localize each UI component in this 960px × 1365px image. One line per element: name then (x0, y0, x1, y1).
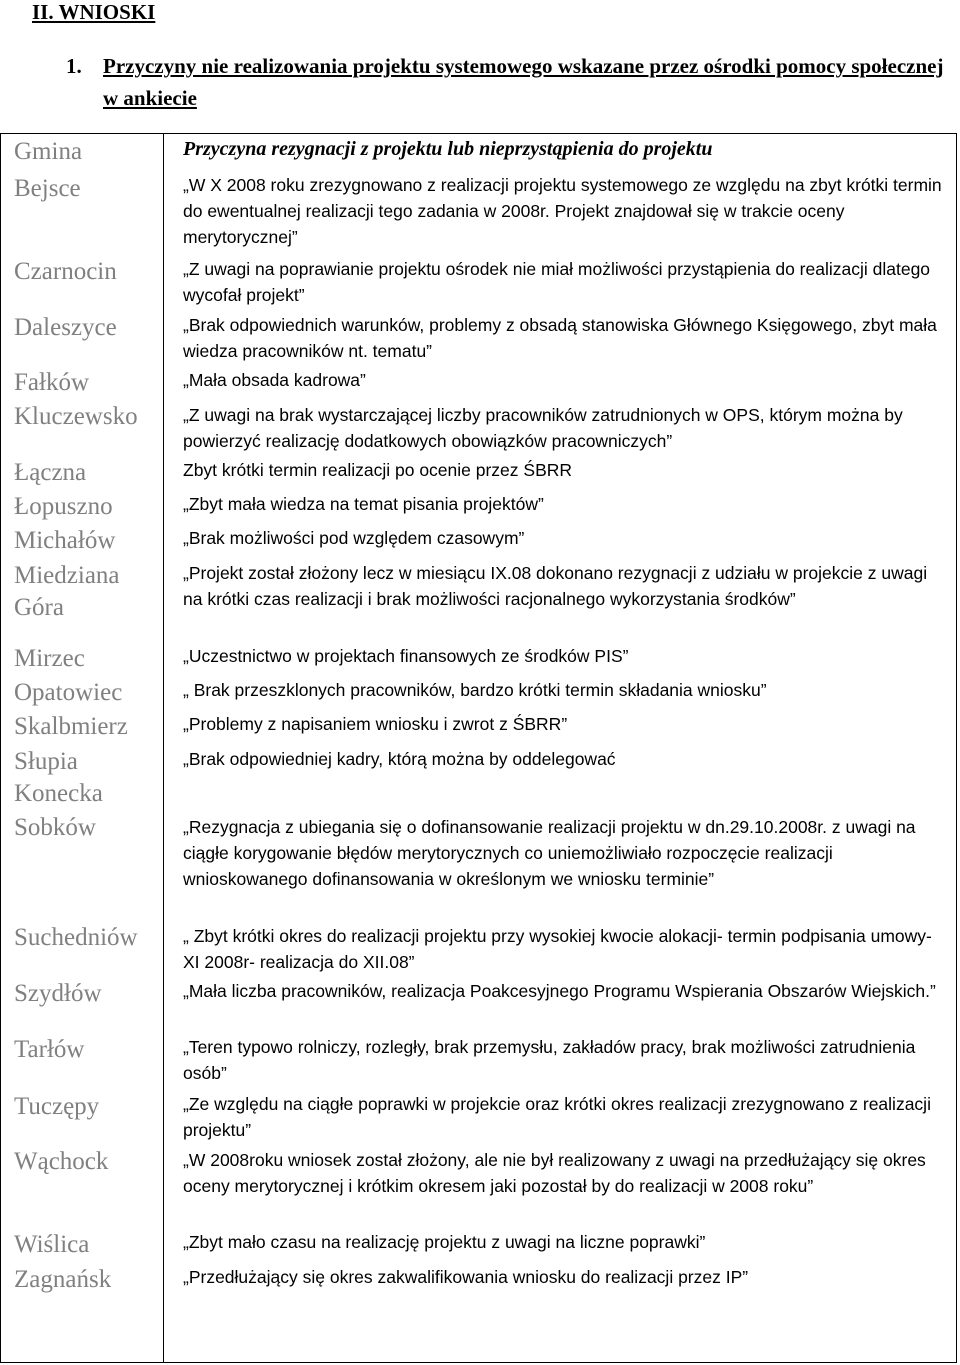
gmina-cell: Opatowiec (14, 679, 123, 706)
reason-cell: „Teren typowo rolniczy, rozległy, brak przemysłu, zakładów pracy, brak możliwości zatrudnienia osób” (183, 1037, 916, 1083)
reason-cell: „W X 2008 roku zrezygnowano z realizacji projektu systemowego ze względu na zbyt krótki termin do ewentualnej realizacji tego zadania w 2008r. Projekt znajdował się w trakcie oceny merytorycznej” (183, 175, 942, 247)
column-divider (163, 134, 164, 1362)
section-heading: II. WNIOSKI (32, 0, 156, 24)
reason-cell: „Zbyt mało czasu na realizację projektu z uwagi na liczne poprawki” (183, 1232, 706, 1252)
reason-cell: „Brak odpowiedniej kadry, którą można by oddelegować (183, 749, 616, 769)
reason-cell: „Z uwagi na brak wystarczającej liczby pracowników zatrudnionych w OPS, którym można by powierzyć realizację dodatkowych obowiązków pracowniczych” (183, 405, 903, 451)
reason-cell: „Ze względu na ciągłe poprawki w projekcie oraz krótki okres realizacji zrezygnowano z realizacji projektu” (183, 1094, 931, 1140)
gmina-cell: Wiślica (14, 1231, 90, 1258)
reason-cell: „W 2008roku wniosek został złożony, ale nie był realizowany z uwagi na przedłużający się okres oceny merytorycznej i krótkim okresem jaki pozostał by do realizacji w 2008 roku” (183, 1150, 926, 1196)
reason-cell: „Z uwagi na poprawianie projektu ośrodek nie miał możliwości przystąpienia do realizacji dlatego wycofał projekt” (183, 259, 931, 305)
reason-cell: Zbyt krótki termin realizacji po ocenie przez ŚBRR (183, 460, 573, 480)
reason-cell: „Problemy z napisaniem wniosku i zwrot z ŚBRR” (183, 714, 568, 734)
gmina-cell: Łopuszno (14, 493, 113, 520)
gmina-cell: Tuczępy (14, 1093, 100, 1120)
reasons-table (0, 133, 957, 1363)
gmina-cell: Szydłów (14, 980, 102, 1007)
gmina-cell: Słupia Konecka (14, 748, 103, 807)
header-gmina: Gmina (14, 138, 83, 165)
subsection-heading (66, 50, 956, 114)
header-reason: Przyczyna rezygnacji z projektu lub nieprzystąpienia do projektu (183, 138, 713, 160)
reason-cell: „Brak odpowiednich warunków, problemy z obsadą stanowiska Głównego Księgowego, zbyt mała wiedza pracowników nt. tematu” (183, 315, 937, 361)
gmina-cell: Michałów (14, 527, 116, 554)
reason-cell: „Mała liczba pracowników, realizacja Poakcesyjnego Programu Wspierania Obszarów Wiejskich.” (183, 981, 936, 1001)
reason-cell: „Uczestnictwo w projektach finansowych ze środków PIS” (183, 646, 629, 666)
gmina-cell: Kluczewsko (14, 403, 138, 430)
gmina-cell: Tarłów (14, 1036, 85, 1063)
subsection-number: 1. (66, 54, 82, 78)
gmina-cell: Zagnańsk (14, 1266, 112, 1293)
reason-cell: „Przedłużający się okres zakwalifikowania wniosku do realizacji przez IP” (183, 1267, 749, 1287)
gmina-cell: Suchedniów (14, 924, 138, 951)
gmina-cell: Daleszyce (14, 314, 117, 341)
gmina-cell: Bejsce (14, 175, 81, 202)
gmina-cell: Mirzec (14, 645, 85, 672)
subsection-title: Przyczyny nie realizowania projektu systemowego wskazane przez ośrodki pomocy społecznej w ankiecie (103, 54, 944, 110)
reason-cell: „ Zbyt krótki okres do realizacji projektu przy wysokiej kwocie alokacji- termin podpisania umowy- XI 2008r- realizacja do XII.08” (183, 926, 932, 972)
gmina-cell: Sobków (14, 814, 96, 841)
gmina-cell: Fałków (14, 369, 89, 396)
reason-cell: „Rezygnacja z ubiegania się o dofinansowanie realizacji projektu w dn.29.10.2008r. z uwagi na ciągłe korygowanie błędów merytorycznych co uniemożliwiało rozpoczęcie realizacji wnioskowanego dofinansowania w określonym we wniosku terminie” (183, 817, 916, 889)
reason-cell: „Brak możliwości pod względem czasowym” (183, 528, 525, 548)
gmina-cell: Wąchock (14, 1148, 109, 1175)
reason-cell: „Mała obsada kadrowa” (183, 370, 366, 390)
reason-cell: „Zbyt mała wiedza na temat pisania projektów” (183, 494, 544, 514)
gmina-cell: Łączna (14, 459, 87, 486)
gmina-cell: Skalbmierz (14, 713, 128, 740)
reason-cell: „ Brak przeszklonych pracowników, bardzo krótki termin składania wniosku” (183, 680, 767, 700)
gmina-cell: Miedziana Góra (14, 562, 120, 621)
gmina-cell: Czarnocin (14, 258, 117, 285)
reason-cell: „Projekt został złożony lecz w miesiącu IX.08 dokonano rezygnacji z udziału w projekcie z uwagi na krótki czas realizacji i brak możliwości racjonalnego wykorzystania środków” (183, 563, 928, 609)
